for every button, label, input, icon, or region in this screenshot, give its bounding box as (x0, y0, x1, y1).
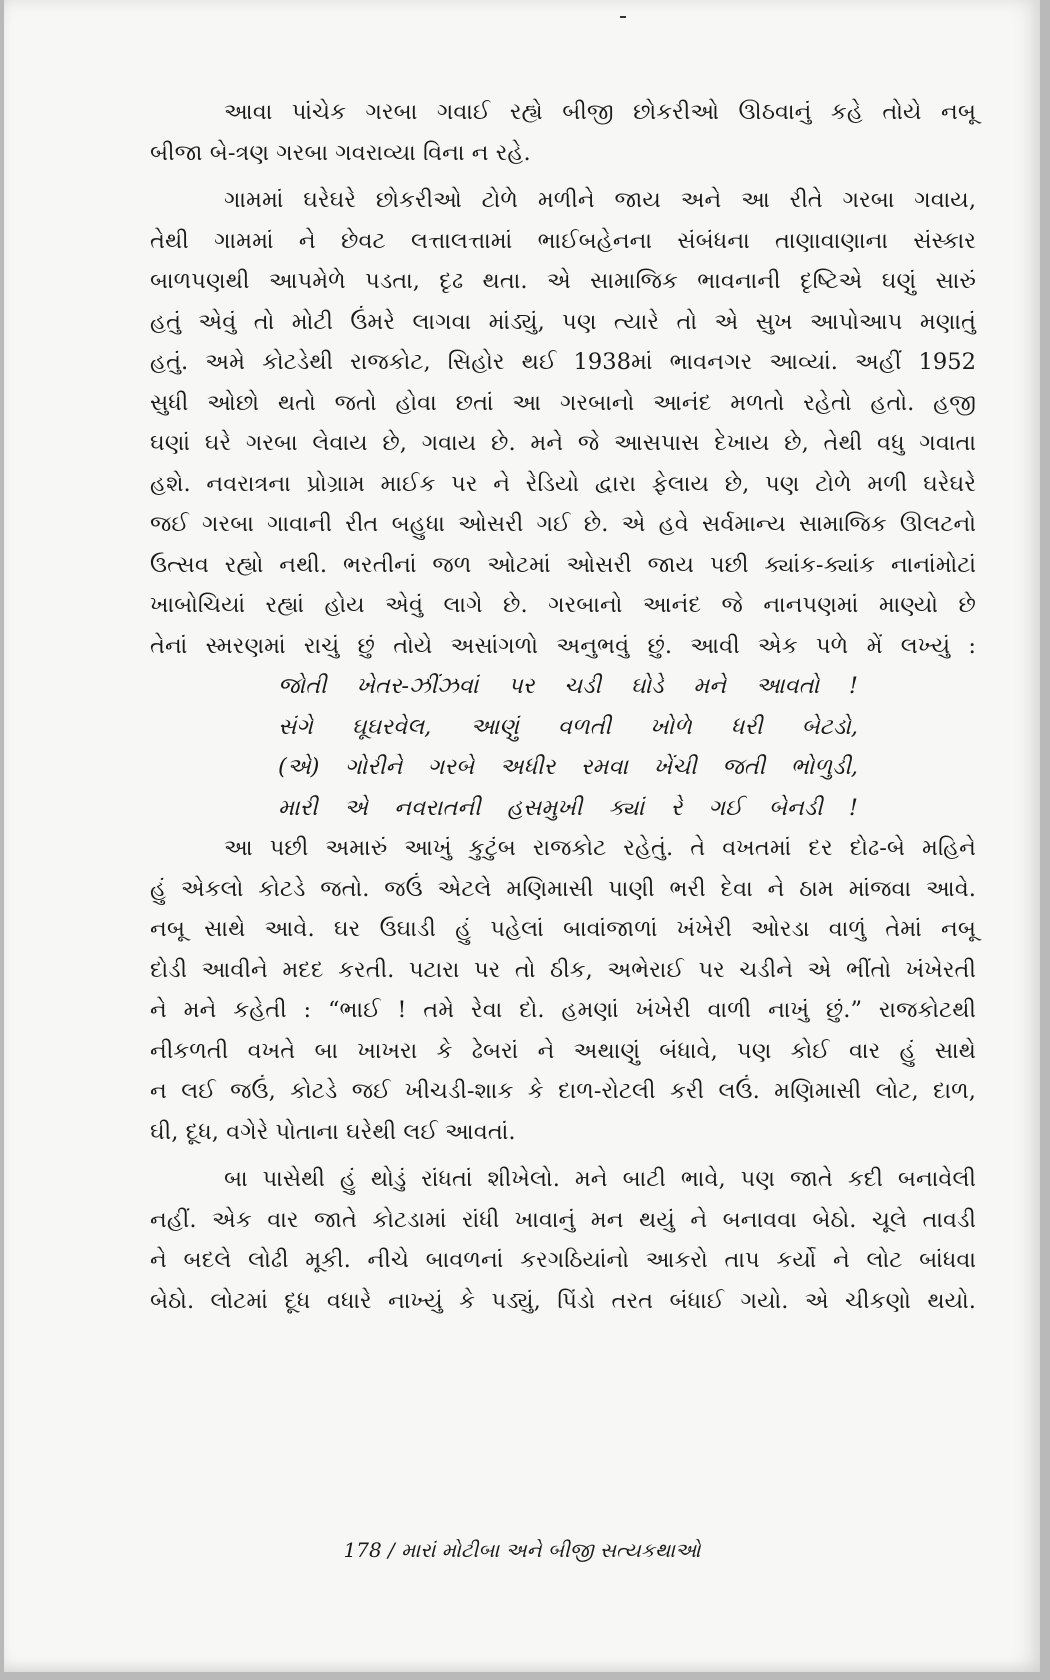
text-line: ખાબોચિયાં રહ્યાં હોય એવું લાગે છે. ગરબાનો આનંદ જે નાનપણમાં માણ્યો છે (150, 592, 976, 618)
verse-line: સંગે ઘૂઘરવેલ, આણું વળતી ખોળે ધરી બેટડો, (278, 713, 858, 740)
text-line: હશે. નવરાત્રના પ્રોગ્રામ માઈક પર ને રેડિયો દ્વારા ફેલાય છે, પણ ટોળે મળી ઘરેઘરે (150, 470, 976, 497)
page-body (150, 92, 976, 1321)
text-line: આ પછી અમારું આખું કુટુંબ રાજકોટ રહેતું. તે વખતમાં દર દોઢ-બે મહિને (224, 835, 976, 861)
verse-block (150, 666, 976, 828)
text-line: બીજા બે-ત્રણ ગરબા ગવરાવ્યા વિના ન રહે. (150, 139, 531, 166)
verse-line: મારી એ નવરાતની હસમુખી ક્યાં રે ગઈ બેનડી ! (278, 794, 858, 821)
text-line: નહીં. એક વાર જાતે કોટડામાં રાંધી ખાવાનું મન થયું ને બનાવવા બેઠો. ચૂલે તાવડી (150, 1206, 976, 1233)
text-line: બેઠો. લોટમાં દૂધ વધારે નાખ્યું કે પડ્યું, પિંડો તરત બંધાઈ ગયો. એ ચીકણો થયો. (150, 1287, 976, 1314)
verse-line: (એ) ગોરીને ગરબે અધીર રમવા ખેંચી જતી ભોળુડી, (278, 754, 858, 780)
text-line: ગામમાં ઘરેઘરે છોકરીઓ ટોળે મળીને જાય અને આ રીતે ગરબા ગવાય, (224, 187, 976, 213)
text-line: ને મને કહેતી : “ભાઈ ! તમે રેવા દો. હમણાં ખંખેરી વાળી નાખું છું.” રાજકોટથી (150, 997, 976, 1023)
print-mark (620, 16, 626, 18)
text-line: નબૂ સાથે આવે. ઘર ઉઘાડી હું પહેલાં બાવાંજાળાં ખંખેરી ઓરડા વાળું તેમાં નબૂ (150, 916, 976, 942)
text-line: બાળપણથી આપમેળે પડતા, દૃઢ થતા. એ સામાજિક ભાવનાની દૃષ્ટિએ ઘણું સારું (150, 268, 976, 294)
text-line: હું એકલો કોટડે જતો. જઉં એટલે મણિમાસી પાણી ભરી દેવા ને ઠામ માંજવા આવે. (150, 875, 976, 902)
text-line: હતું એવું તો મોટી ઉંમરે લાગવા માંડ્યું, પણ ત્યારે તો એ સુખ આપોઆપ મણાતું (150, 308, 976, 335)
text-line: તેનાં સ્મરણમાં રાચું છું તોયે અસાંગળો અનુભવું છું. આવી એક પળે મેં લખ્યું : (150, 632, 976, 659)
text-line: સુધી ઓછો થતો જતો હોવા છતાં આ ગરબાનો આનંદ મળતો રહેતો હતો. હજી (150, 389, 976, 416)
page-footer: 178 / મારાં મોટીબા અને બીજી સત્યકથાઓ (343, 1538, 701, 1562)
text-line: હતું. અમે કોટડેથી રાજકોટ, સિહોર થઈ 1938માં ભાવનગર આવ્યાં. અહીં 1952 (150, 349, 976, 375)
text-line: ઉત્સવ રહ્યો નથી. ભરતીનાં જળ ઓટમાં ઓસરી જાય પછી ક્યાંક-ક્યાંક નાનાંમોટાં (150, 551, 976, 578)
text-line: ઘી, દૂધ, વગેરે પોતાના ઘરેથી લઈ આવતાં. (150, 1118, 516, 1145)
verse-line: જોતી ખેતર-ઝીંઝવાં પર ચડી ઘોડે મને આવતો ! (278, 673, 858, 699)
text-line: જઈ ગરબા ગાવાની રીત બહુધા ઓસરી ગઈ છે. એ હવે સર્વમાન્ય સામાજિક ઊલટનો (150, 511, 976, 537)
text-line: આવા પાંચેક ગરબા ગવાઈ રહ્યે બીજી છોકરીઓ ઊઠવાનું કહે તોયે નબૂ (224, 99, 976, 125)
text-line: ન લઈ જઉં, કોટડે જઈ ખીચડી-શાક કે દાળ-રોટલી કરી લઉં. મણિમાસી લોટ, દાળ, (150, 1078, 976, 1104)
text-line: ઘણાં ઘરે ગરબા લેવાય છે, ગવાય છે. મને જે આસપાસ દેખાય છે, તેથી વધુ ગવાતા (150, 430, 976, 456)
text-line: ને બદલે લોઢી મૂકી. નીચે બાવળનાં કરગઠિયાંનો આકરો તાપ કર્યો ને લોટ બાંધવા (150, 1247, 976, 1273)
text-line: તેથી ગામમાં ને છેવટ લત્તાલત્તામાં ભાઈબહેનના સંબંધના તાણાવાણાના સંસ્કાર (150, 227, 976, 254)
text-line: દોડી આવીને મદદ કરતી. પટારા પર તો ઠીક, અભેરાઈ પર ચડીને એ ભીંતો ખંખેરતી (150, 956, 976, 983)
book-page (4, 0, 1040, 1672)
text-line: બા પાસેથી હું થોડું રાંધતાં શીખેલો. મને બાટી ભાવે, પણ જાતે કદી બનાવેલી (224, 1166, 976, 1192)
text-line: નીકળતી વખતે બા ખાખરા કે ઢેબરાં ને અથાણું બંધાવે, પણ કોઈ વાર હું સાથે (150, 1037, 976, 1064)
